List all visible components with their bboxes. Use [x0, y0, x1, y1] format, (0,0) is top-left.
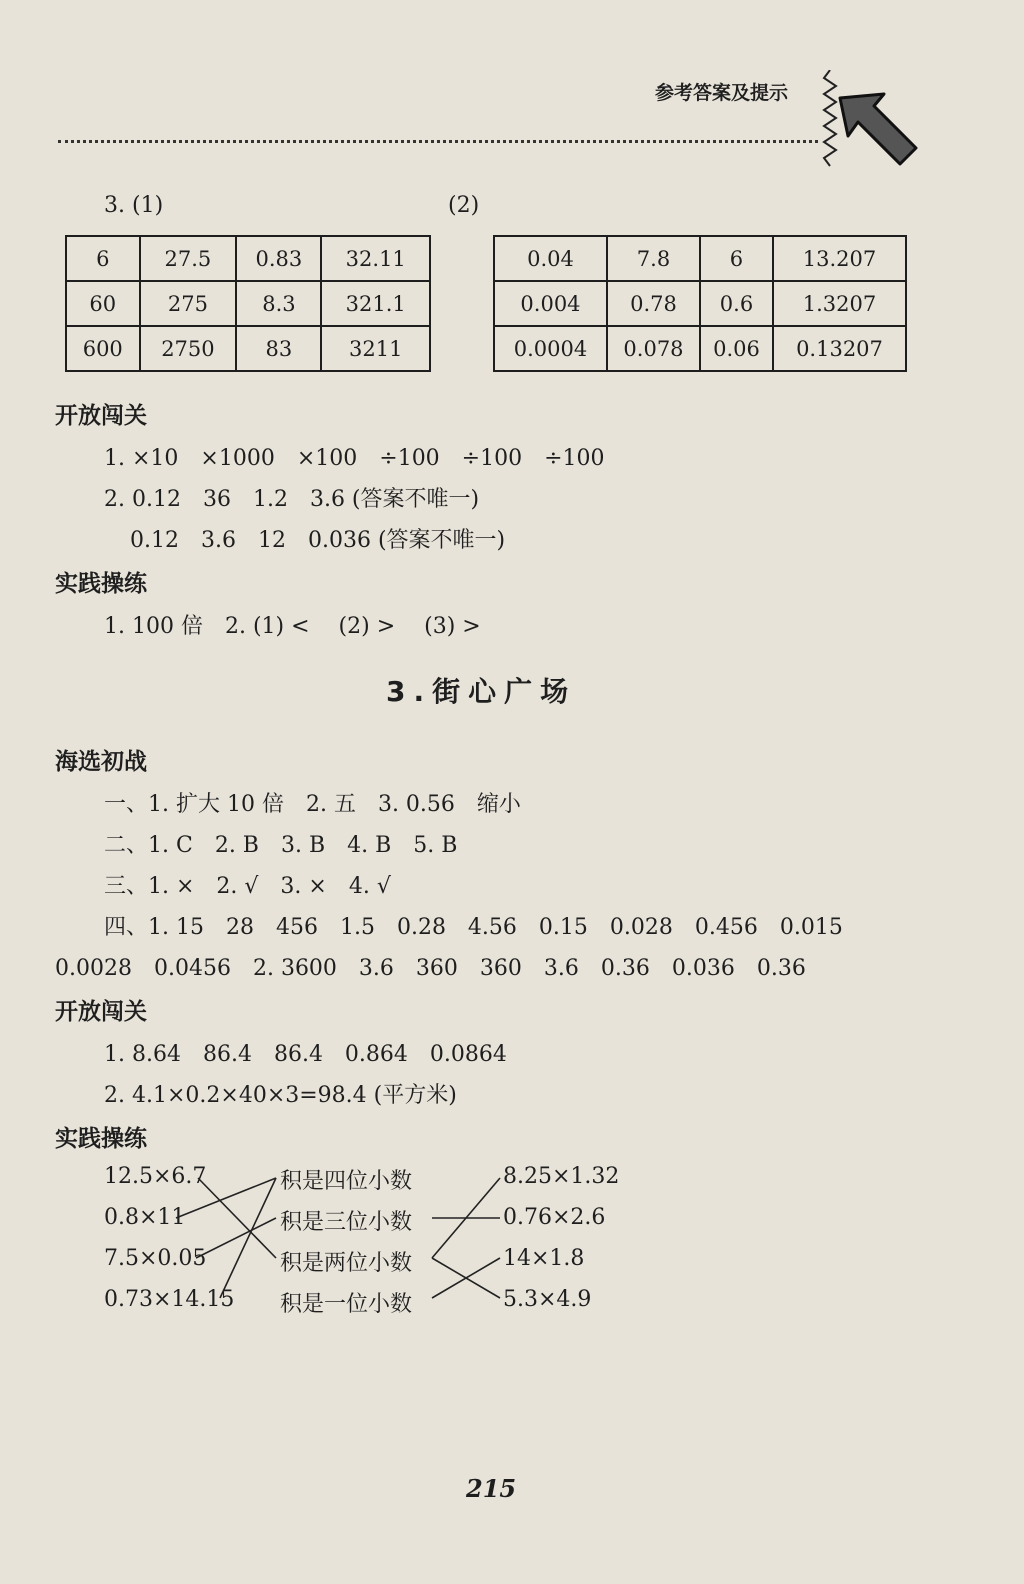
- table-cell: 0.0004: [494, 326, 607, 371]
- table-cell: 8.3: [236, 281, 321, 326]
- answer-line: 1. 100 倍 2. (1) < (2) > (3) >: [104, 614, 481, 639]
- table-cell: 0.004: [494, 281, 607, 326]
- page-number: 215: [466, 1474, 517, 1503]
- answer-line: 四、1. 15 28 456 1.5 0.28 4.56 0.15 0.028 0.456 0.015: [104, 915, 843, 940]
- left-expression: 0.73×14.15: [104, 1287, 235, 1312]
- match-line: [220, 1178, 276, 1298]
- answer-line: 0.12 3.6 12 0.036 (答案不唯一): [130, 528, 506, 553]
- table-cell: 0.6: [700, 281, 773, 326]
- table-cell: 60: [66, 281, 140, 326]
- right-expression: 0.76×2.6: [503, 1205, 606, 1230]
- left-expression: 12.5×6.7: [104, 1164, 207, 1189]
- table-cell: 321.1: [321, 281, 430, 326]
- table-cell: 3211: [321, 326, 430, 371]
- right-expression: 14×1.8: [503, 1246, 585, 1271]
- answer-line: 0.0028 0.0456 2. 3600 3.6 360 360 3.6 0.36 0.036 0.36: [55, 956, 806, 981]
- table-cell: 83: [236, 326, 321, 371]
- table-cell: 27.5: [140, 236, 237, 281]
- table-cell: 2750: [140, 326, 237, 371]
- section-heading-open-1: 开放闯关: [55, 403, 147, 429]
- table-cell: 13.207: [773, 236, 906, 281]
- table-cell: 7.8: [607, 236, 700, 281]
- answer-line: 二、1. C 2. B 3. B 4. B 5. B: [104, 833, 458, 858]
- middle-category: 积是三位小数: [280, 1210, 413, 1235]
- match-line: [196, 1218, 276, 1258]
- right-expression: 5.3×4.9: [503, 1287, 592, 1312]
- section-heading-practice-2: 实践操练: [55, 1126, 147, 1152]
- middle-category: 积是一位小数: [280, 1292, 413, 1317]
- left-expression: 0.8×11: [104, 1205, 186, 1230]
- match-line: [198, 1178, 276, 1258]
- answer-line: 1. ×10 ×1000 ×100 ÷100 ÷100 ÷100: [104, 446, 605, 471]
- answer-line: 2. 0.12 36 1.2 3.6 (答案不唯一): [104, 487, 480, 512]
- table-cell: 6: [66, 236, 140, 281]
- section-heading-open-2: 开放闯关: [55, 999, 147, 1025]
- right-expression: 8.25×1.32: [503, 1164, 620, 1189]
- table-cell: 0.78: [607, 281, 700, 326]
- answer-line: 2. 4.1×0.2×40×3=98.4 (平方米): [104, 1083, 457, 1108]
- table-cell: 1.3207: [773, 281, 906, 326]
- header-title: 参考答案及提示: [655, 82, 789, 104]
- table-cell: 6: [700, 236, 773, 281]
- answer-line: 1. 8.64 86.4 86.4 0.864 0.0864: [104, 1042, 507, 1067]
- section-heading-haixuan: 海选初战: [55, 749, 147, 775]
- answer-line: 一、1. 扩大 10 倍 2. 五 3. 0.56 缩小: [104, 792, 521, 817]
- left-expression: 7.5×0.05: [104, 1246, 207, 1271]
- table-cell: 275: [140, 281, 237, 326]
- table-cell: 0.078: [607, 326, 700, 371]
- table-cell: 600: [66, 326, 140, 371]
- q3-label-1: 3. (1): [104, 193, 164, 218]
- section-heading-practice-1: 实践操练: [55, 571, 147, 597]
- middle-category: 积是四位小数: [280, 1169, 413, 1194]
- table-cell: 32.11: [321, 236, 430, 281]
- middle-category: 积是两位小数: [280, 1251, 413, 1276]
- table-cell: 0.04: [494, 236, 607, 281]
- table-cell: 0.06: [700, 326, 773, 371]
- q3-label-2: (2): [448, 193, 480, 218]
- section-title: 3.街心广场: [386, 675, 577, 708]
- table-cell: 0.13207: [773, 326, 906, 371]
- answer-line: 三、1. × 2. √ 3. × 4. √: [104, 874, 391, 899]
- table-cell: 0.83: [236, 236, 321, 281]
